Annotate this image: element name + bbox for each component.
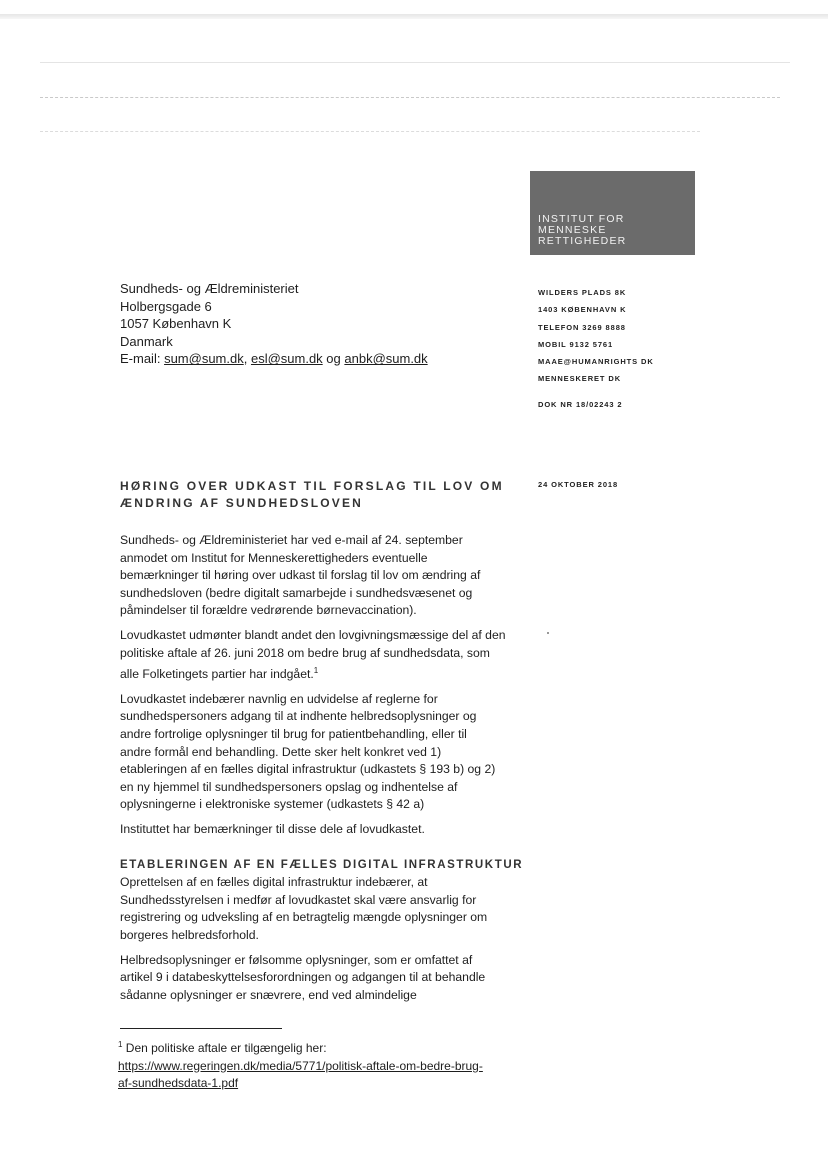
sender-line: MENNESKERET DK xyxy=(538,374,622,384)
recipient-country: Danmark xyxy=(120,333,173,349)
email-link-esl[interactable]: esl@sum.dk xyxy=(250,351,323,367)
text-line: sundhedspersoners adgang til at indhente helbredsoplysninger og xyxy=(120,709,477,724)
paragraph xyxy=(120,691,530,814)
text-line: andre fortrolige oplysninger til brug for patientbehandling, eller til xyxy=(120,727,467,741)
text-line: bemærkninger til høring over udkast til forslag til lov om ændring af xyxy=(120,568,481,583)
scan-artifact-line xyxy=(40,97,780,98)
footnote-reference: 1 xyxy=(313,666,319,676)
text-line: sundhedsloven (bedre digitalt samarbejde i sundhedsvæsenet og xyxy=(120,585,473,600)
email-separator: , xyxy=(243,351,251,367)
email-label: E-mail: xyxy=(120,351,165,367)
sender-line: TELEFON 3269 8888 xyxy=(538,322,626,332)
footnote-url-line xyxy=(118,1075,483,1093)
text-line: Helbredsoplysninger er følsomme oplysninger, som er omfattet af xyxy=(120,952,473,967)
scan-speck xyxy=(547,632,549,634)
scan-artifact-line xyxy=(40,131,700,132)
document-number: DOK NR 18/02243 2 xyxy=(538,400,623,409)
recipient-address xyxy=(120,280,428,368)
text-line: sådanne oplysninger er snævrere, end ved almindelige xyxy=(120,987,417,1002)
sender-address xyxy=(538,284,654,388)
text-line: påmindelser til forældre vedrørende børnevaccination). xyxy=(120,603,417,618)
sender-line: MOBIL 9132 5761 xyxy=(538,339,614,349)
paragraph xyxy=(120,821,530,839)
text-line-content: alle Folketingets partier har indgået. xyxy=(120,667,314,682)
email-link-anbk[interactable]: anbk@sum.dk xyxy=(344,351,428,367)
scan-artifact-top xyxy=(0,14,828,19)
paragraph xyxy=(120,627,530,684)
text-line: etableringen af en fælles digital infrastruktur (udkastets § 193 b) og 2) xyxy=(120,762,496,777)
logo-line: INSTITUT FOR xyxy=(538,213,625,225)
logo-line: RETTIGHEDER xyxy=(538,235,627,247)
text-line: anmodet om Institut for Menneskerettigheders eventuelle xyxy=(120,550,428,565)
text-line: Sundheds- og Ældreministeriet har ved e-mail af 24. september xyxy=(120,533,463,547)
text-line: en ny hjemmel til sundhedspersoners opslag og indhentelse af xyxy=(120,779,458,794)
footnote xyxy=(118,1036,483,1093)
paragraph xyxy=(120,874,530,944)
footnote-link-continued[interactable]: af-sundhedsdata-1.pdf xyxy=(118,1076,239,1090)
institute-logo xyxy=(530,171,695,255)
text-line: artikel 9 i databeskyttelsesforordningen og adgangen til at behandle xyxy=(120,970,486,985)
text-line: registrering og udveksling af en betragtelig mængde oplysninger om xyxy=(120,910,488,925)
text-line: borgeres helbredsforhold. xyxy=(120,927,259,942)
paragraph xyxy=(120,532,530,620)
heading-line: ÆNDRING AF SUNDHEDSLOVEN xyxy=(120,496,364,510)
text-line: Lovudkastet udmønter blandt andet den lovgivningsmæssige del af den xyxy=(120,627,506,642)
text-line: Lovudkastet indebærer navnlig en udvidelse af reglerne for xyxy=(120,691,438,706)
footnote-text-line xyxy=(118,1036,483,1058)
section-heading: ETABLERINGEN AF EN FÆLLES DIGITAL INFRASTRUKTUR xyxy=(120,858,524,871)
footnote-text: Den politiske aftale er tilgængelig her: xyxy=(122,1041,327,1055)
email-separator: og xyxy=(322,351,345,367)
paragraph xyxy=(120,952,530,1005)
footnote-url-line xyxy=(118,1058,483,1076)
logo-line: MENNESKE xyxy=(538,224,607,236)
logo-wordmark xyxy=(538,214,626,247)
sender-line: MAAE@HUMANRIGHTS DK xyxy=(538,357,654,367)
text-line: andre formål end behandling. Dette sker helt konkret ved 1) xyxy=(120,744,442,759)
recipient-street: Holbergsgade 6 xyxy=(120,298,212,314)
recipient-name: Sundheds- og Ældreministeriet xyxy=(120,281,299,296)
recipient-email-line xyxy=(120,350,428,368)
footnote-separator xyxy=(120,1028,282,1029)
letter-heading xyxy=(120,478,504,512)
recipient-city: 1057 København K xyxy=(120,316,232,332)
text-line: Sundhedsstyrelsen i medfør af lovudkastet skal være ansvarlig for xyxy=(120,892,477,907)
footnote-marker: 1 xyxy=(118,1040,123,1049)
sender-line: WILDERS PLADS 8K xyxy=(538,288,627,297)
letter-date: 24 OKTOBER 2018 xyxy=(538,480,619,489)
text-line: oplysningerne i elektroniske systemer (udkastets § 42 a) xyxy=(120,797,425,812)
text-line: Instituttet har bemærkninger til disse dele af lovudkastet. xyxy=(120,821,425,836)
footnote-link[interactable]: https://www.regeringen.dk/media/5771/politisk-aftale-om-bedre-brug- xyxy=(118,1058,483,1073)
heading-line: HØRING OVER UDKAST TIL FORSLAG TIL LOV OM xyxy=(120,479,504,493)
text-line: Oprettelsen af en fælles digital infrastruktur indebærer, at xyxy=(120,875,428,890)
email-link-sum[interactable]: sum@sum.dk xyxy=(164,351,244,367)
text-line: politiske aftale af 26. juni 2018 om bedre brug af sundhedsdata, som xyxy=(120,645,490,660)
letter-body xyxy=(120,532,530,1011)
scan-artifact-line xyxy=(40,62,790,63)
sender-line: 1403 KØBENHAVN K xyxy=(538,305,627,315)
text-line xyxy=(120,662,530,684)
